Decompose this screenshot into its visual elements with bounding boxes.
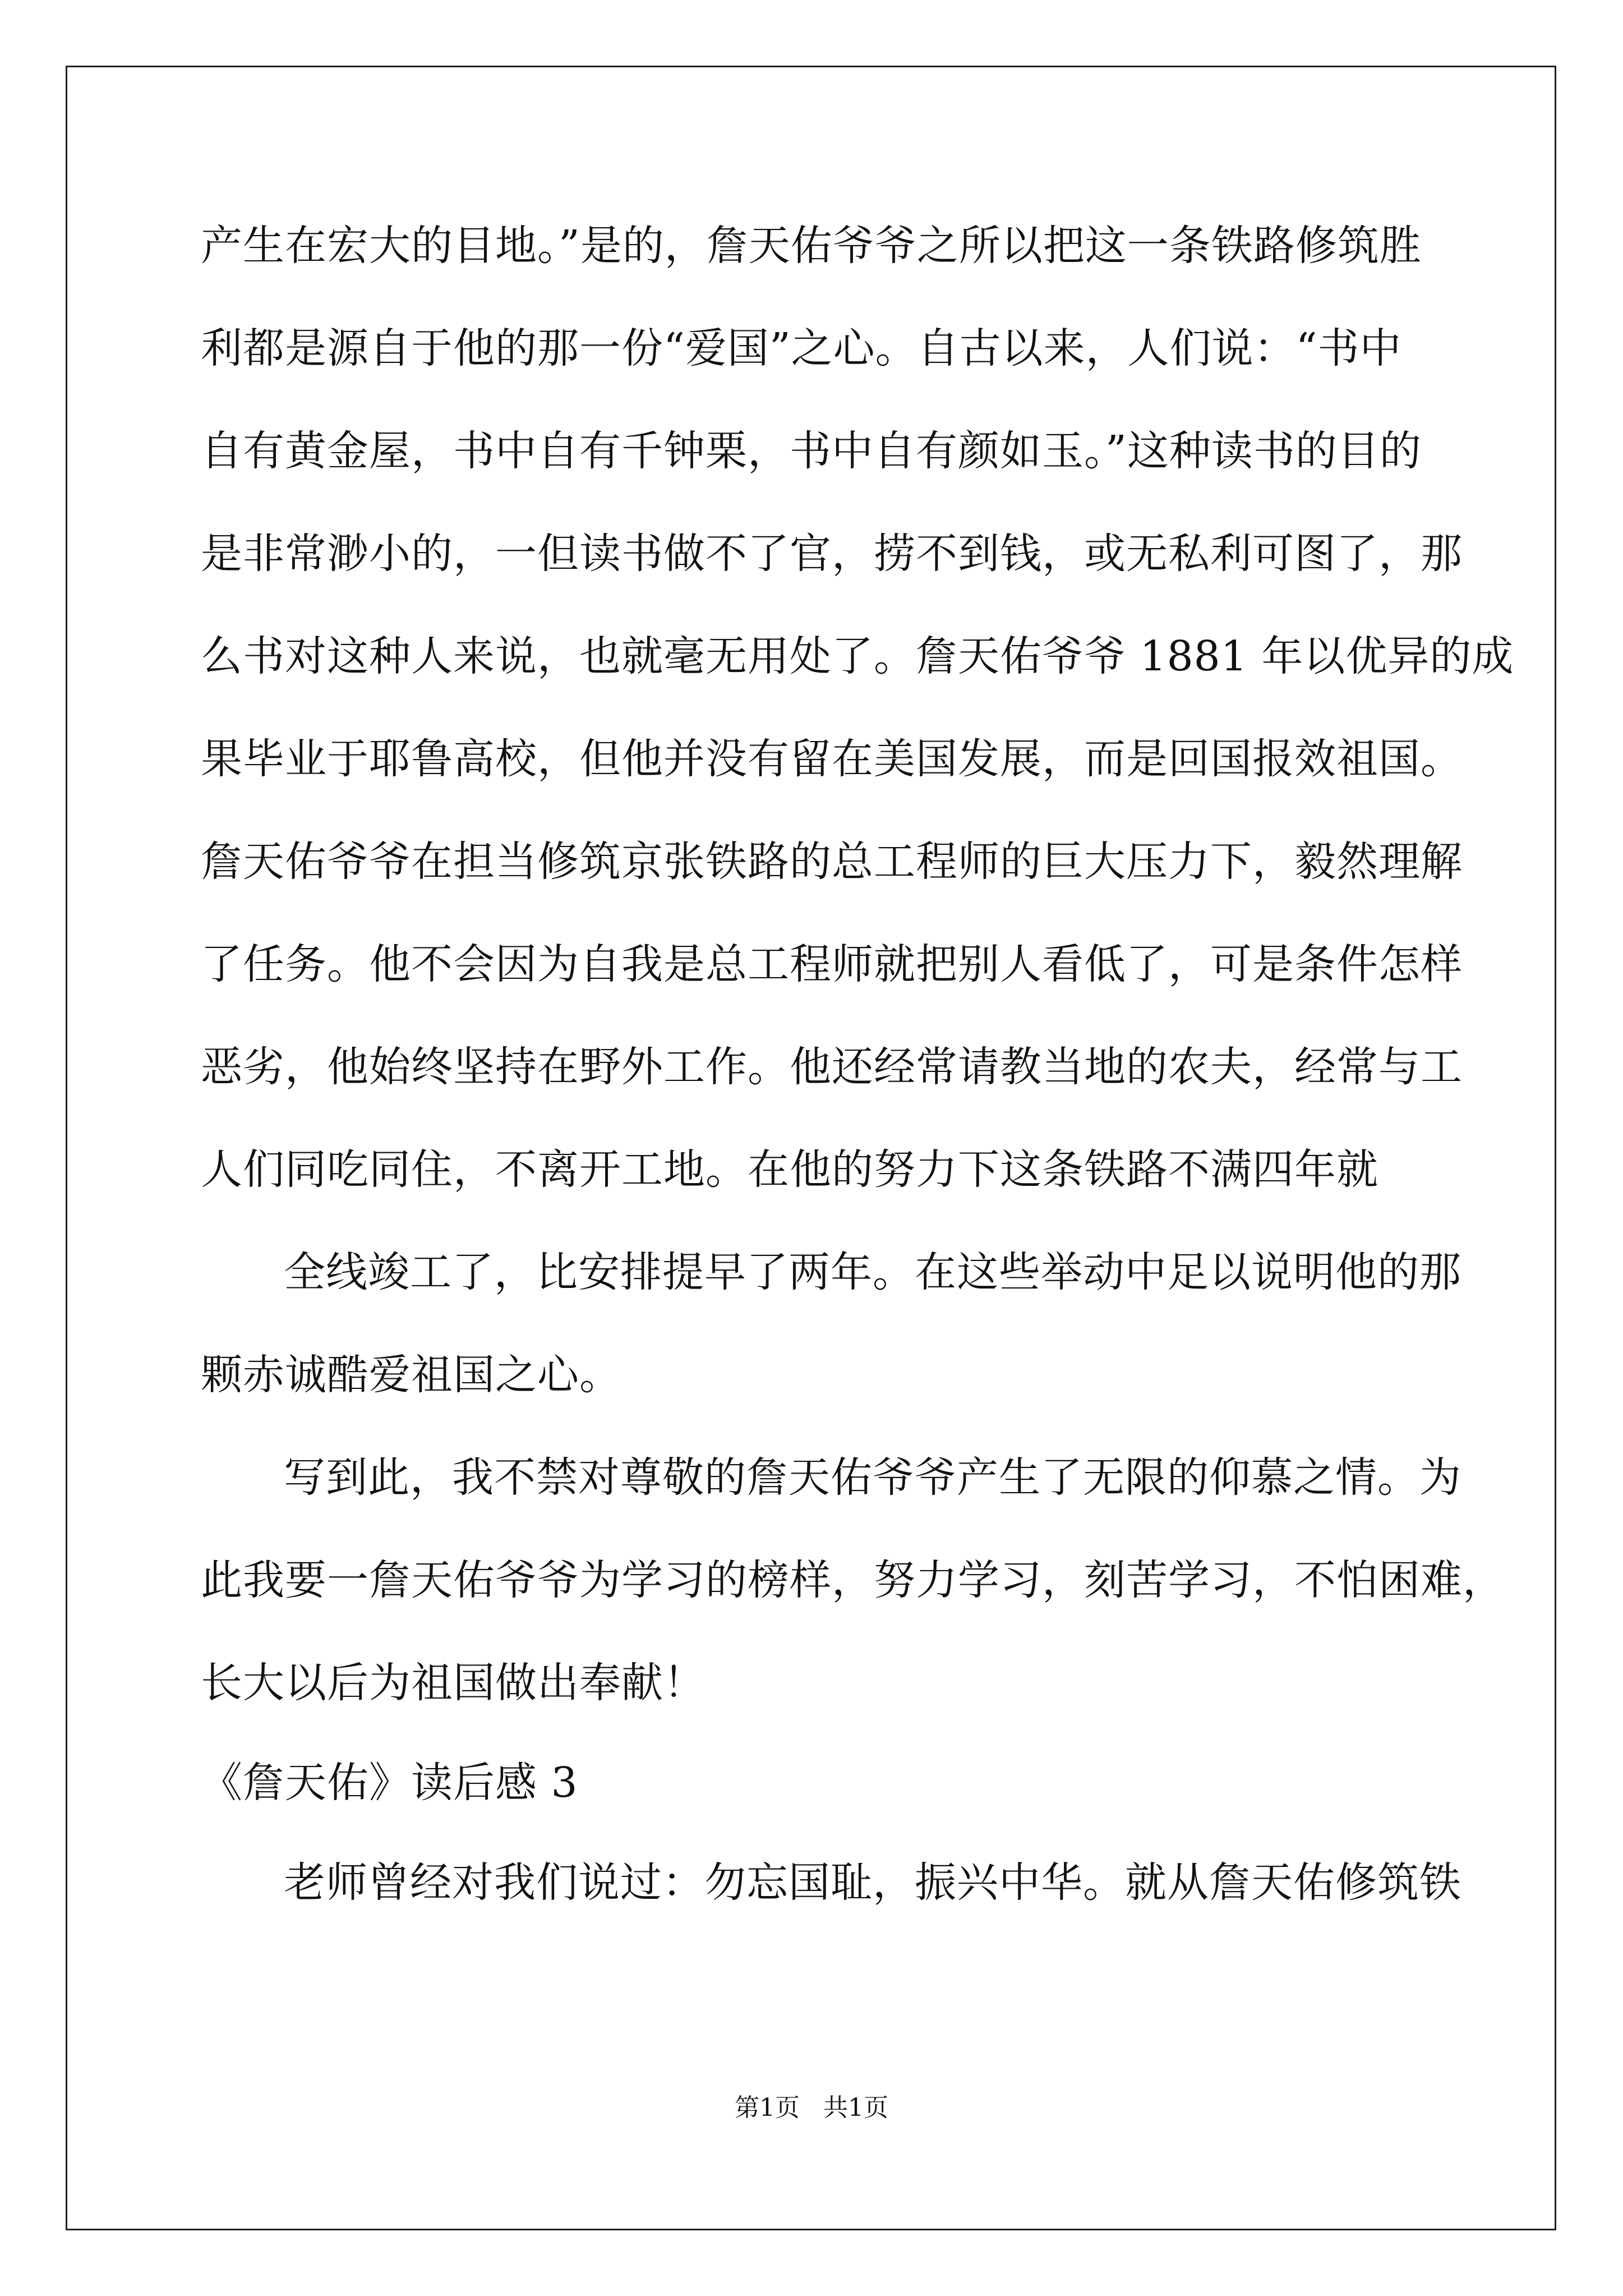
page-footer: 第1页 共1页 bbox=[735, 2093, 888, 2122]
text-line: 写到此，我不禁对尊敬的詹天佑爷爷产生了无限的仰慕之情。为 bbox=[284, 1453, 1461, 1502]
text-line: 恶劣，他始终坚持在野外工作。他还经常请教当地的农夫，经常与工 bbox=[201, 1043, 1463, 1091]
text-line: 此我要一詹天佑爷爷为学习的榜样，努力学习，刻苦学习，不怕困难， bbox=[201, 1556, 1505, 1604]
text-line: 老师曾经对我们说过：勿忘国耻，振兴中华。就从詹天佑修筑铁 bbox=[284, 1858, 1461, 1907]
text-line: 自有黄金屋，书中自有千钟栗，书中自有颜如玉。”这种读书的目的 bbox=[201, 427, 1422, 475]
text-line: 全线竣工了，比安排提早了两年。在这些举动中足以说明他的那 bbox=[284, 1248, 1461, 1296]
text-line: 詹天佑爷爷在担当修筑京张铁路的总工程师的巨大压力下，毅然理解 bbox=[201, 838, 1463, 886]
text-line: 人们同吃同住，不离开工地。在他的努力下这条铁路不满四年就 bbox=[201, 1145, 1378, 1194]
text-line: 么书对这种人来说，也就毫无用处了。詹天佑爷爷 1881 年以优异的成 bbox=[201, 632, 1514, 680]
text-line: 长大以后为祖国做出奉献！ bbox=[201, 1659, 706, 1707]
text-line: 是非常渺小的，一但读书做不了官，捞不到钱，或无私利可图了，那 bbox=[201, 530, 1463, 578]
text-line: 颗赤诚酷爱祖国之心。 bbox=[201, 1351, 621, 1399]
text-line: 果毕业于耶鲁高校，但他并没有留在美国发展，而是回国报效祖国。 bbox=[201, 735, 1463, 783]
section-heading: 《詹天佑》读后感 3 bbox=[201, 1759, 578, 1807]
text-line: 了任务。他不会因为自我是总工程师就把别人看低了，可是条件怎样 bbox=[201, 940, 1463, 988]
text-line: 利都是源自于他的那一份“爱国”之心。自古以来，人们说：“书中 bbox=[201, 324, 1402, 372]
text-line: 产生在宏大的目地。”是的，詹天佑爷爷之所以把这一条铁路修筑胜 bbox=[201, 222, 1422, 270]
